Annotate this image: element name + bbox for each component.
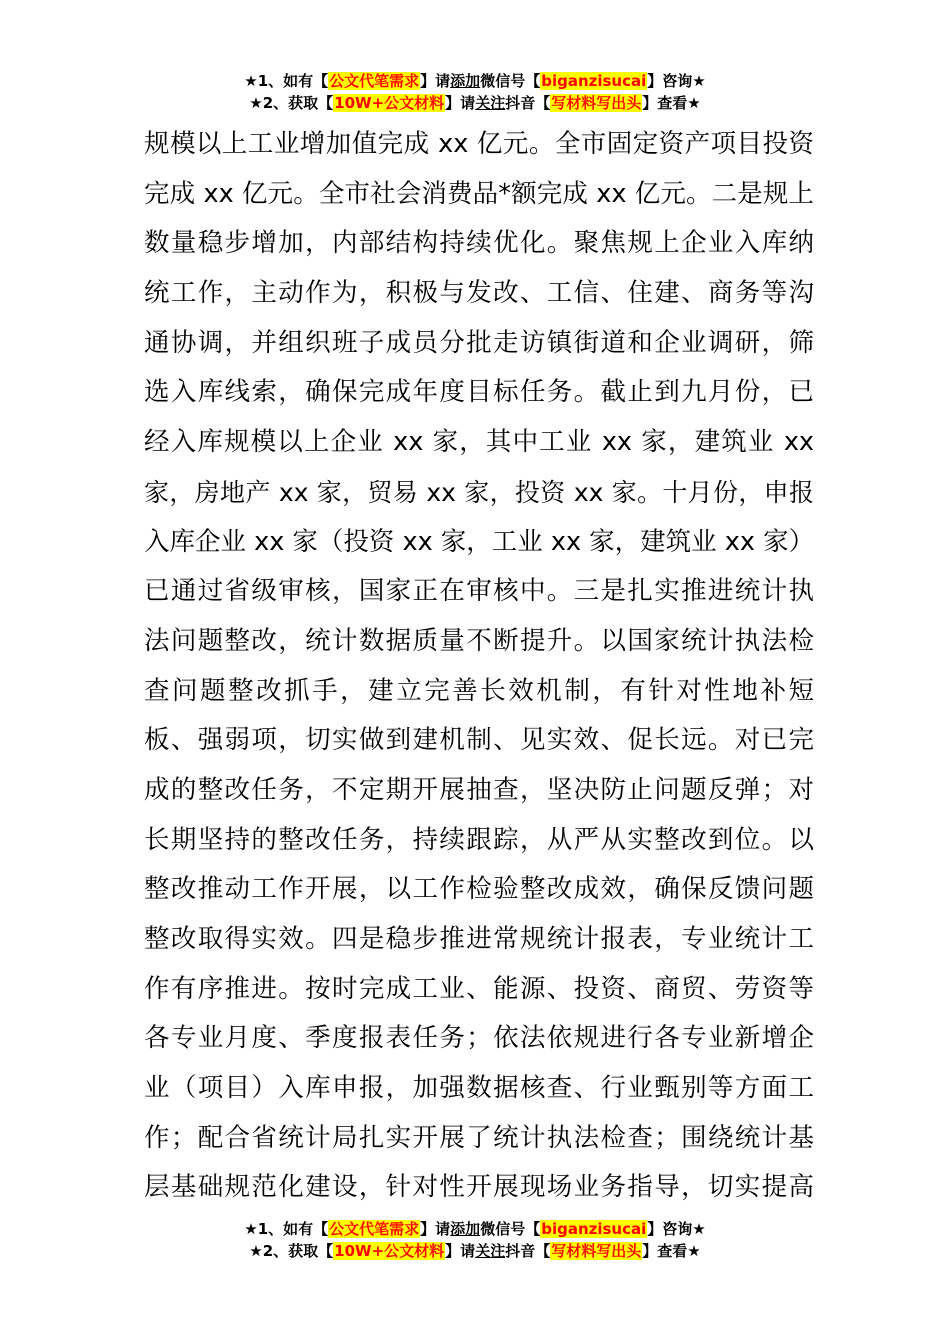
body-line: 法问题整改，统计数据质量不断提升。以国家统计执法检 — [144, 625, 814, 656]
promo-text: 1、如有【 — [257, 72, 329, 90]
promo-text: 1、如有【 — [257, 1220, 329, 1238]
body-line: 入库企业 xx 家（投资 xx 家，工业 xx 家，建筑业 xx 家） — [144, 526, 815, 557]
star-icon: ★ — [687, 1242, 701, 1260]
promo-text: 】请 — [445, 94, 476, 112]
body-line: 已通过省级审核，国家正在审核中。三是扎实推进统计执 — [144, 576, 814, 607]
body-line: 规模以上工业增加值完成 xx 亿元。全市固定资产项目投资 — [144, 129, 814, 159]
body-line: 查问题整改抓手，建立完善长效机制，有针对性地补短 — [144, 675, 814, 706]
body-line: 长期坚持的整改任务，持续跟踪，从严从实整改到位。以 — [144, 824, 814, 855]
body-line: 数量稳步增加，内部结构持续优化。聚焦规上企业入库纳 — [144, 228, 814, 259]
body-line: 家，房地产 xx 家，贸易 xx 家，投资 xx 家。十月份，申报 — [144, 477, 814, 507]
promo-highlight: 公文代笔需求 — [329, 1220, 420, 1238]
star-icon: ★ — [692, 72, 706, 90]
promo-text: 抖音【 — [505, 94, 551, 112]
promo-text: 】请 — [420, 72, 451, 90]
body-line: 通协调，并组织班子成员分批走访镇街道和企业调研，筛 — [144, 327, 814, 358]
promo-underlined: 关注 — [475, 94, 506, 112]
body-line: 统工作，主动作为，积极与发改、工信、住建、商务等沟 — [144, 278, 814, 309]
wechat-id: biganzisucai — [541, 1220, 647, 1238]
promo-line-1 — [0, 70, 950, 92]
body-line: 板、强弱项，切实做到建机制、见实效、促长远。对已完 — [144, 725, 814, 756]
body-line: 各专业月度、季度报表任务；依法依规进行各专业新增企 — [144, 1023, 814, 1054]
body-line: 作；配合省统计局扎实开展了统计执法检查；围绕统计基 — [144, 1122, 814, 1153]
document-body — [144, 120, 814, 1213]
promo-highlight: 10W+公文材料 — [334, 1242, 445, 1260]
promo-underlined: 添加 — [450, 72, 481, 90]
star-icon: ★ — [692, 1220, 706, 1238]
wechat-id: biganzisucai — [541, 72, 647, 90]
body-line: 整改推动工作开展，以工作检验整改成效，确保反馈问题 — [144, 874, 814, 905]
header-promo — [0, 70, 950, 114]
promo-text: 】咨询 — [647, 1220, 693, 1238]
star-icon: ★ — [244, 72, 258, 90]
star-icon: ★ — [249, 94, 263, 112]
star-icon: ★ — [244, 1220, 258, 1238]
body-line: 作有序推进。按时完成工业、能源、投资、商贸、劳资等 — [144, 973, 814, 1004]
body-line: 业（项目）入库申报，加强数据核查、行业甄别等方面工 — [144, 1073, 814, 1104]
promo-text: 抖音【 — [505, 1242, 551, 1260]
body-line: 完成 xx 亿元。全市社会消费品*额完成 xx 亿元。二是规上 — [144, 178, 814, 209]
promo-text: 】请 — [445, 1242, 476, 1260]
body-line: 整改取得实效。四是稳步推进常规统计报表，专业统计工 — [144, 924, 814, 954]
promo-text: 】请 — [420, 1220, 451, 1238]
douyin-account: 写材料写出头 — [551, 1242, 642, 1260]
footer-promo — [0, 1218, 950, 1262]
promo-text: 微信号【 — [480, 72, 541, 90]
body-line: 选入库线索，确保完成年度目标任务。截止到九月份，已 — [144, 377, 814, 408]
body-line: 层基础规范化建设，针对性开展现场业务指导，切实提高 — [144, 1172, 814, 1203]
star-icon: ★ — [687, 94, 701, 112]
promo-text: 】咨询 — [647, 72, 693, 90]
promo-line-2 — [0, 92, 950, 114]
promo-text: 微信号【 — [480, 1220, 541, 1238]
promo-highlight: 公文代笔需求 — [329, 72, 420, 90]
promo-text: 】查看 — [642, 1242, 688, 1260]
promo-highlight: 10W+公文材料 — [334, 94, 445, 112]
douyin-account: 写材料写出头 — [551, 94, 642, 112]
body-line: 经入库规模以上企业 xx 家，其中工业 xx 家，建筑业 xx — [144, 427, 814, 458]
promo-text: 】查看 — [642, 94, 688, 112]
body-line: 成的整改任务，不定期开展抽查，坚决防止问题反弹；对 — [144, 774, 814, 805]
promo-underlined: 添加 — [450, 1220, 481, 1238]
promo-text: 2、获取【 — [262, 94, 334, 112]
promo-line-1 — [0, 1218, 950, 1240]
promo-underlined: 关注 — [475, 1242, 506, 1260]
promo-line-2 — [0, 1240, 950, 1262]
star-icon: ★ — [249, 1242, 263, 1260]
promo-text: 2、获取【 — [262, 1242, 334, 1260]
